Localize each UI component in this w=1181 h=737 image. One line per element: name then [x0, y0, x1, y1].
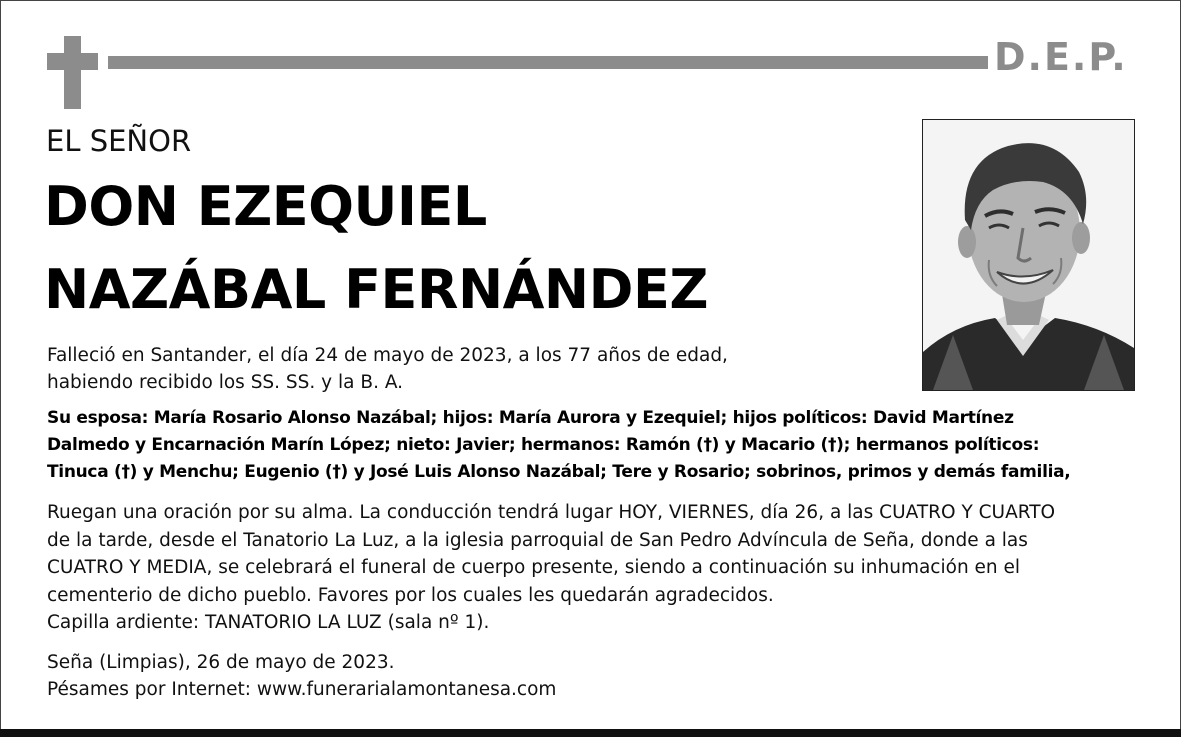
ceremony-line: CUATRO Y MEDIA, se celebrará el funeral de cuerpo presente, siendo a continuación su inhumación en el: [47, 557, 1021, 578]
bottom-rule: [0, 729, 1181, 737]
condolences-link: Pésames por Internet: www.funerarialamontanesa.com: [47, 679, 557, 700]
family-line: Tinuca (†) y Menchu; Eugenio (†) y José Luis Alonso Nazábal; Tere y Rosario; sobrinos, primos y demás familia,: [47, 462, 1071, 482]
deceased-name-line-1: DON EZEQUIEL: [44, 175, 487, 238]
ceremony-line: cementerio de dicho pueblo. Favores por los cuales les quedarán agradecidos.: [47, 584, 774, 606]
ceremony-line: de la tarde, desde el Tanatorio La Luz, a la iglesia parroquial de San Pedro Advíncula de Seña, donde a las: [47, 529, 1028, 551]
family-line: Su esposa: María Rosario Alonso Nazábal; hijos: María Aurora y Ezequiel; hijos políticos: David Martínez: [47, 408, 1014, 428]
dep-heading: D.E.P.: [994, 35, 1128, 79]
ceremony-line: Ruegan una oración por su alma. La conducción tendrá lugar HOY, VIERNES, día 26, a las CUATRO Y CUARTO: [47, 502, 1056, 523]
header-rule: [108, 56, 988, 69]
chapel-line: Capilla ardiente: TANATORIO LA LUZ (sala nº 1).: [47, 612, 490, 633]
cross-vertical-bar: [64, 36, 81, 109]
death-notice: [47, 342, 1157, 396]
cross-horizontal-bar: [47, 53, 98, 70]
family-line: Dalmedo y Encarnación Marín López; nieto: Javier; hermanos: Ramón (†) y Macario (†); hermanos políticos:: [47, 435, 1040, 455]
ceremony-details: [47, 499, 1157, 637]
death-notice-line: habiendo recibido los SS. SS. y la B. A.: [47, 372, 404, 393]
honorific: EL SEÑOR: [46, 124, 192, 158]
family-list: [47, 405, 1157, 486]
closing: [47, 649, 1157, 703]
death-notice-line: Falleció en Santander, el día 24 de mayo de 2023, a los 77 años de edad,: [47, 345, 728, 366]
deceased-name-line-2: NAZÁBAL FERNÁNDEZ: [44, 258, 708, 321]
place-date: Seña (Limpias), 26 de mayo de 2023.: [47, 652, 395, 673]
